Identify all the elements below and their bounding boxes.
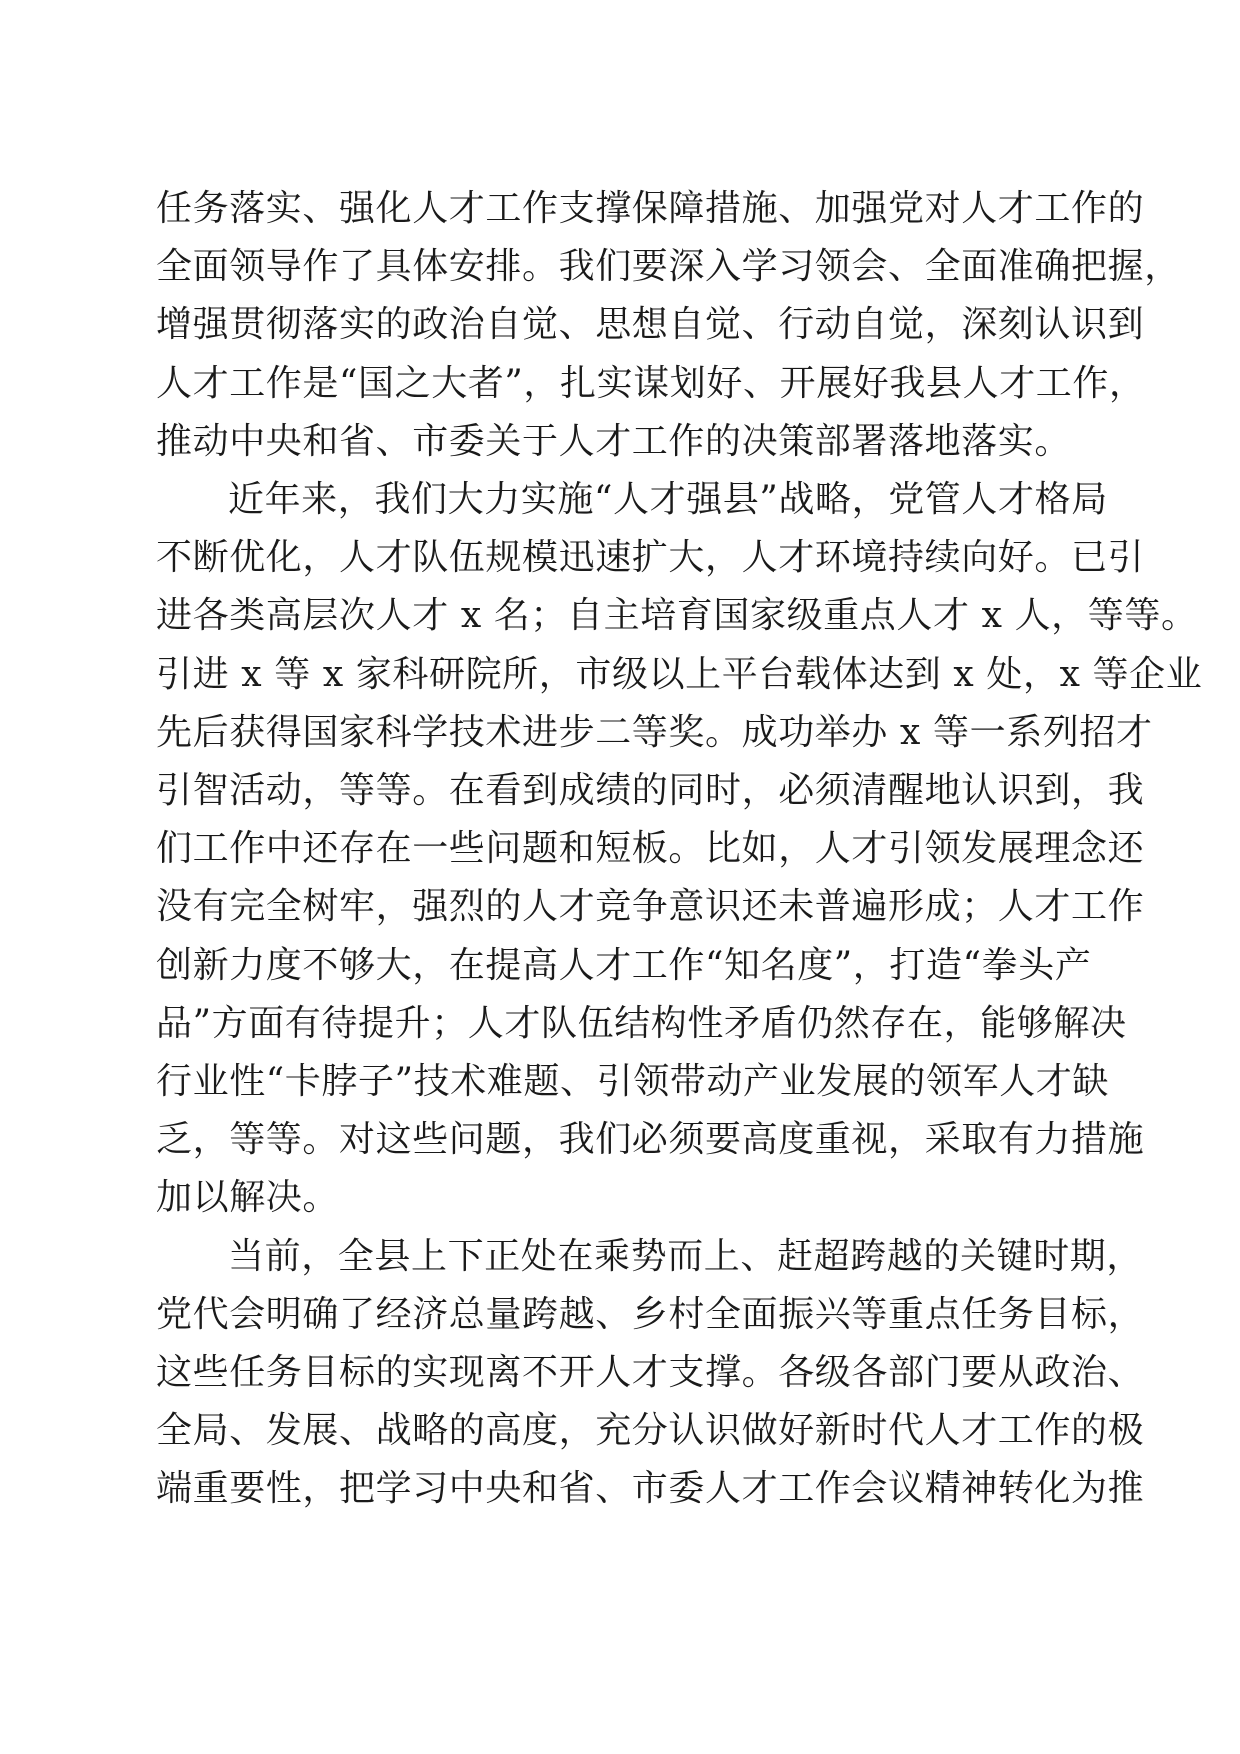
text-line: 品”方面有待提升；人才队伍结构性矛盾仍然存在，能够解决 [156,1002,1127,1044]
text-line: 增强贯彻落实的政治自觉、思想自觉、行动自觉，深刻认识到 [156,304,1145,346]
text-line: 没有完全树牢，强烈的人才竞争意识还未普遍形成；人才工作 [156,886,1145,928]
text-line: 任务落实、强化人才工作支撑保障措施、加强党对人才工作的 [156,188,1145,229]
text-line: 全面领导作了具体安排。我们要深入学习领会、全面准确把握， [156,246,1181,288]
paragraph-2 [156,471,1203,1228]
document-body [156,180,1203,1519]
text-line: 推动中央和省、市委关于人才工作的决策部署落地落实。 [156,420,1072,462]
text-line: 们工作中还存在一些问题和短板。比如，人才引领发展理念还 [156,828,1145,870]
text-line: 这些任务目标的实现离不开人才支撑。各级各部门要从政治、 [156,1352,1145,1394]
text-line: 乏，等等。对这些问题，我们必须要高度重视，采取有力措施 [156,1119,1145,1161]
text-line: 先后获得国家科学技术进步二等奖。成功举办 x 等一系列招才 [156,711,1153,753]
text-line: 当前，全县上下正处在乘势而上、赶超跨越的关键时期， [228,1235,1144,1277]
text-line: 进各类高层次人才 x 名；自主培育国家级重点人才 x 人，等等。 [156,595,1198,637]
text-line: 引智活动，等等。在看到成绩的同时，必须清醒地认识到，我 [156,770,1145,812]
paragraph-3 [156,1228,1145,1519]
text-line: 行业性“卡脖子”技术难题、引领带动产业发展的领军人才缺 [156,1061,1110,1103]
text-line: 加以解决。 [156,1177,340,1219]
text-line: 近年来，我们大力实施“人才强县”战略，党管人才格局 [228,479,1108,521]
text-line: 党代会明确了经济总量跨越、乡村全面振兴等重点任务目标， [156,1293,1145,1335]
text-line: 全局、发展、战略的高度，充分认识做好新时代人才工作的极 [156,1410,1145,1452]
text-line: 引进 x 等 x 家科研院所，市级以上平台载体达到 x 处，x 等企业 [156,653,1203,695]
text-line: 不断优化，人才队伍规模迅速扩大，人才环境持续向好。已引 [156,537,1145,579]
paragraph-1 [156,180,1181,471]
text-line: 端重要性，把学习中央和省、市委人才工作会议精神转化为推 [156,1468,1145,1510]
text-line: 人才工作是“国之大者”，扎实谋划好、开展好我县人才工作， [156,362,1146,404]
text-line: 创新力度不够大，在提高人才工作“知名度”，打造“拳头产 [156,944,1092,986]
